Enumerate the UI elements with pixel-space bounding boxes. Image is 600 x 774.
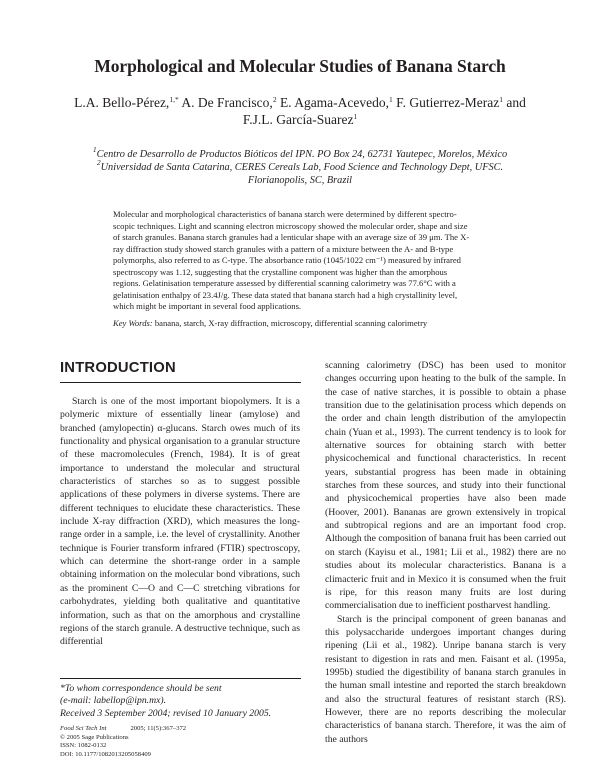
keywords-label: Key Words:	[113, 318, 153, 328]
footnote-line: (e-mail: labellop@ipn.mx).	[60, 695, 167, 707]
affiliation-2: $^2$Universidad de Santa Catarina, CERES Cereals Lab, Food Science and Technology Dept, UFSC.	[96, 158, 504, 173]
abstract-line: regions. Gelatinisation temperature assessed by differential scanning calorimetry was 77.6°C with a	[113, 278, 456, 289]
author: A. De Francisco,$^2$	[181, 95, 277, 110]
citation: 2005; 11(5):367–372	[130, 725, 187, 732]
doi: DOI: 10.1177/1082013205058409	[60, 751, 151, 759]
correspondence-footnote	[60, 683, 310, 720]
issn: ISSN: 1082-0132	[60, 742, 107, 750]
affiliation-1: $^1$Centro de Desarrollo de Productos Bióticos del IPN. PO Box 24, 62731 Yautepec, Morelos, México	[92, 145, 508, 160]
footnote-line: Received 3 September 2004; revised 10 January 2005.	[60, 707, 272, 719]
footnote-line: *To whom correspondence should be sent	[60, 683, 222, 694]
copyright: © 2005 Sage Publications	[60, 733, 129, 741]
author: E. Agama-Acevedo,$^1$	[279, 95, 393, 110]
author: F. Gutierrez-Meraz$^1$	[396, 95, 504, 110]
journal-name: Food Sci Tech Int	[60, 725, 107, 732]
abstract-line: polymorphs, also referred to as C-type. The absorbance ratio (1045/1022 cm⁻¹) measured by infrared	[113, 255, 461, 266]
section-heading: INTRODUCTION	[60, 360, 176, 376]
author-list	[60, 94, 540, 128]
keywords-text: banana, starch, X-ray diffraction, microscopy, differential scanning calorimetry	[154, 318, 428, 328]
affiliation-2-cont: Florianopolis, SC, Brazil	[247, 175, 353, 186]
heading-rule	[60, 382, 301, 383]
body-column-right	[325, 359, 566, 746]
author-conjunction: and	[506, 95, 526, 110]
publication-info	[60, 725, 310, 760]
abstract	[113, 209, 487, 313]
author: F.J.L. García-Suarez$^1$	[242, 112, 358, 127]
abstract-line: scopic techniques. Light and scanning electron microscopy showed the molecular order, shape and size	[113, 220, 468, 231]
footnote-rule	[60, 678, 301, 679]
affiliations	[70, 145, 530, 187]
paragraph: scanning calorimetry (DSC) has been used to monitor changes occurring upon heating to the bulk of the sample. In the case of native starches, it is possible to obtain a phase transition due to the gelatinisation process which depends on the order and chain length distribution of the amylopectin chain (Yuan et al., 1993). The current tendency is to look for alternative sources for obtaining starch with better physicochemical and functional characteristics. In recent years, substantial progress has been made in obtaining starches from these sources, and study into their functional and physicochemical properties have also been made (Hoover, 2001). Bananas are grown extensively in tropical and subtropical regions and are an important food crop. Although the composition of banana fruit has been carried out on starch (Kayisu et al., 1981; Lii et al., 1982) there are no studies about its molecular characteristics. Banana is a climacteric fruit and in Mexico it is consumed when the fruit is ripe, for this reason many fruits are lost during commercialisation due to inefficient postharvest handling.	[325, 360, 566, 612]
abstract-line: Molecular and morphological characteristics of banana starch were determined by different spectro-	[113, 209, 457, 219]
abstract-line: gelatinisation enthalpy of 23.4J/g. These data stated that banana starch had a high crystallinity level,	[113, 289, 458, 300]
keywords	[113, 318, 493, 328]
paper-title: Morphological and Molecular Studies of Banana Starch	[94, 56, 506, 76]
abstract-line: of starch granules. Banana starch granules had a lenticular shape with an average size of 39 μm. The X-	[113, 232, 470, 243]
paragraph: Starch is one of the most important biopolymers. It is a polymeric mixture of essentially linear (amylose) and branched (amylopectin) α-glucans. Starch owes much of its functionality and physical organisation to a granular structure of these macromolecules (French, 1984). It is of great importance to understand the molecular and structural characteristics of starches so as to suggest possible applications of these polymers in diverse systems. There are different techniques to elucidate these characteristics. These include X-ray diffraction (XRD), which measures the long-range order in a sample, i.e. the level of crystallinity. Another technique is Fourier transform infrared (FTIR) spectroscopy, which can determine the short-range order in a sample obtaining information on the molecular bond vibrations, such as the prominent C—O and C—C stretching vibrations for carbohydrates, yielding both qualitative and quantitative information, such as that on the amorphous and crystalline regions of the starch granule. A destructive technique, such as differential	[60, 396, 300, 648]
abstract-line: spectroscopy was 1.12, suggesting that the crystalline component was higher than the amorphous	[113, 266, 448, 277]
paragraph: Starch is the principal component of green bananas and this polysaccharide undergoes important changes during ripening (Lii et al., 1982). Unripe banana starch is very resistant to digestion in rats and men. Faisant et al. (1995a, 1995b) studied the digestibility of banana starch granules in the human small intestine and reported the starch breakdown and also the structural features of resistant starch (RS). However, there are no reports describing the molecular characteristics of banana starch. Therefore, it was the aim of the authors	[325, 613, 566, 745]
author: L.A. Bello-Pérez,$^{1,*}$	[74, 95, 179, 110]
abstract-line: which might be important in several food applications.	[113, 301, 302, 312]
abstract-line: ray diffraction study showed starch granules with a pattern of a mixture between the A- and B-type	[113, 243, 454, 254]
body-column-left	[60, 395, 300, 649]
